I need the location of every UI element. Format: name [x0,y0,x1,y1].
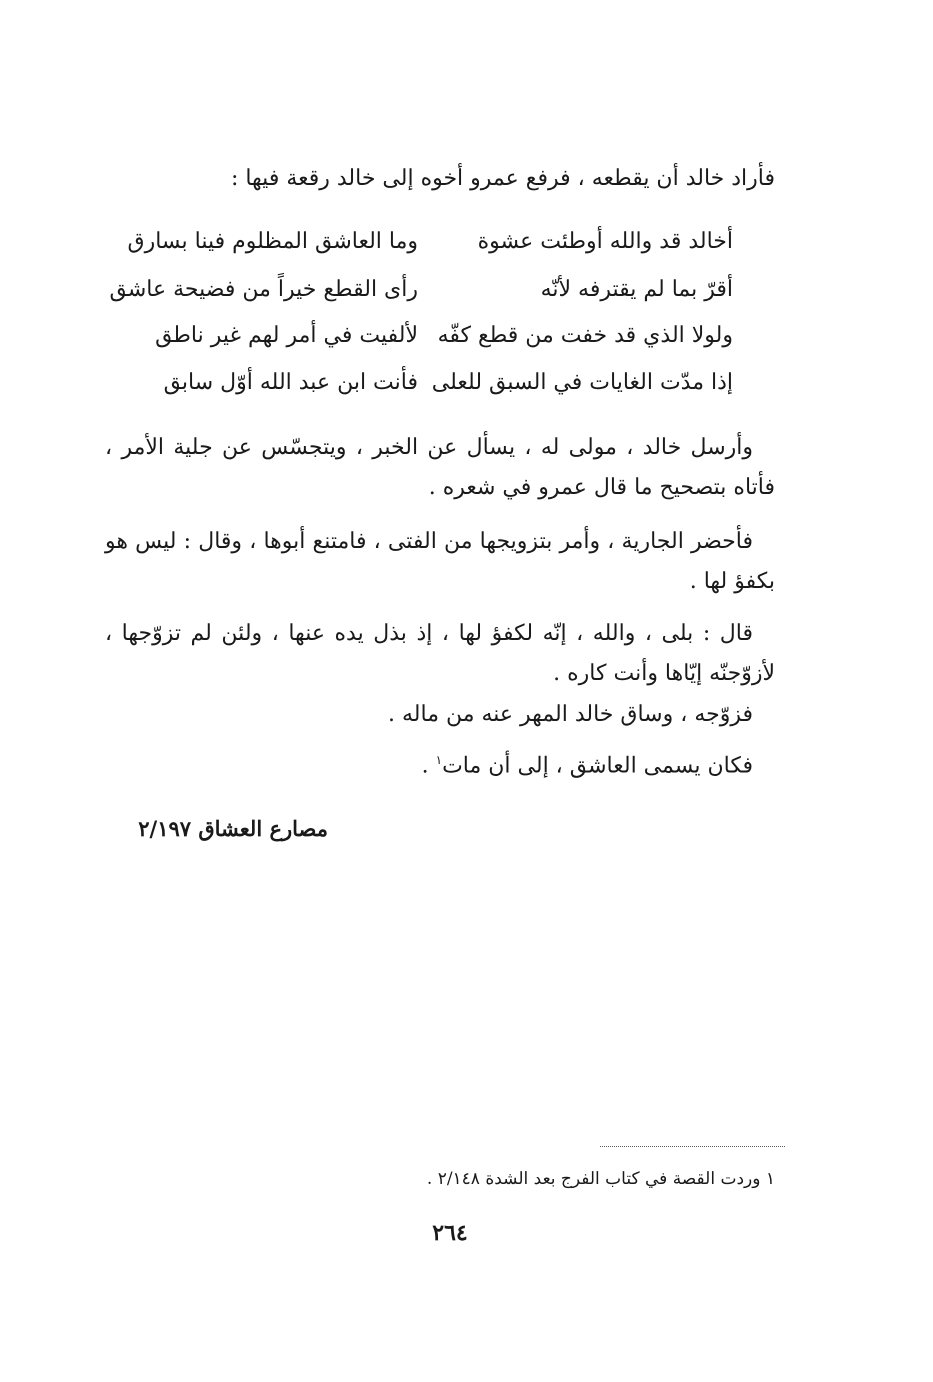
intro-line: فأراد خالد أن يقطعه ، فرفع عمرو أخوه إلى خالد رقعة فيها : [230,166,775,191]
verse-row [0,275,933,305]
paragraph: قال : بلى ، والله ، إنّه لكفؤ لها ، إذ بذل يده عنها ، ولئن لم تزوّجها ، لأزوّجنّه إيّاها وأنت كاره . [105,621,775,686]
source-citation: مصارع العشاق ٢/١٩٧ [138,816,328,841]
short-line-text: فكان يسمى العاشق ، إلى أن مات [442,753,753,779]
verse-row [0,368,933,398]
short-line: فزوّجه ، وساق خالد المهر عنه من ماله . [388,702,753,727]
verse-first-hemistich: أقرّ بما لم يقترفه لأنّه [540,277,733,302]
verse-second-hemistich: فأنت ابن عبد الله أوّل سابق [163,370,418,395]
verse-row [0,227,933,257]
verse-first-hemistich: ولولا الذي قد خفت من قطع كفّه [437,323,733,348]
footnote-rule [600,1146,785,1147]
verse-second-hemistich: لألفيت في أمر لهم غير ناطق [155,323,418,348]
verse-row [0,321,933,351]
short-line-end: . [421,753,436,779]
footnote: ١ وردت القصة في كتاب الفرج بعد الشدة ٢/١٤٨ . [426,1169,775,1189]
verse-second-hemistich: رأى القطع خيراً من فضيحة عاشق [109,277,418,302]
verse-first-hemistich: إذا مدّت الغايات في السبق للعلى [431,370,733,395]
paragraph: وأرسل خالد ، مولى له ، يسأل عن الخبر ، ويتجسّس عن جلية الأمر ، فأتاه بتصحيح ما قال عمرو في شعره . [105,435,775,500]
short-line [422,745,753,781]
verse-second-hemistich: وما العاشق المظلوم فينا بسارق [127,229,418,254]
page-number: ٢٦٤ [432,1220,468,1246]
footnote-ref: ١ [435,753,443,767]
verse-first-hemistich: أخالد قد والله أوطئت عشوة [477,229,733,254]
paragraph: فأحضر الجارية ، وأمر بتزويجها من الفتى ، فامتنع أبوها ، وقال : ليس هو بكفؤ لها . [105,529,775,594]
